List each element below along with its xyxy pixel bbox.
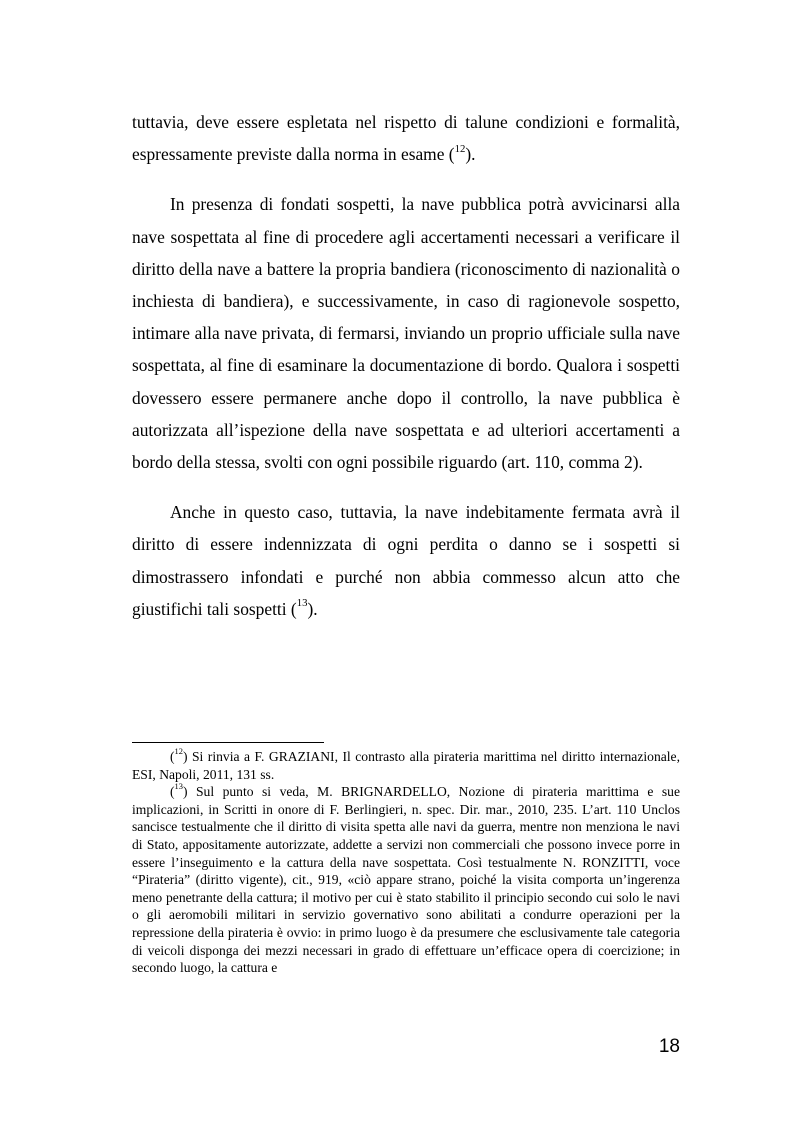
paragraph-3-text: Anche in questo caso, tuttavia, la nave indebitamente fermata avrà il diritto di essere indennizzata di ogni perdita o danno se i sospetti si dimostrassero infondati e purché non abbia commesso alcun atto che giustifichi tali sospetti (	[132, 502, 680, 619]
paragraph-3-tail: ).	[307, 598, 318, 619]
body-text	[132, 106, 680, 643]
paragraph-1	[132, 106, 680, 170]
page-number: 18	[658, 1036, 680, 1057]
footnote-13-text: ) Sul punto si veda, M. BRIGNARDELLO, Nozione di pirateria marittima e sue implicazioni, in Scritti in onore di F. Berlingieri, n. spec. Dir. mar., 2010, 235. L’art. 110 Unclos sancisce testualmente che il diritto di visita spetta alle navi da guerra, mentre non menziona le navi di Stato, appositamente autorizzate, addette a servizi non commerciali che possono invece porre in essere l’inseguimento e la cattura della nave sospettata. Così testualmente N. RONZITTI, voce “Pirateria” (diritto vigente), cit., 919, «ciò appare strano, poiché la visita comporta un’ingerenza meno penetrante della cattura; il motivo per cui è stato stabilito il principio secondo cui solo le navi o gli aeromobili militari in servizio governativo sono abilitati a condurre operazioni per la repressione della pirateria è ovvio: in primo luogo è da presumere che esclusivamente tale categoria di veicoli disponga dei mezzi necessari in grado di effettuare un’efficace opera di coercizione; in secondo luogo, la cattura e	[132, 784, 680, 976]
footnote-12-open: (	[170, 749, 175, 764]
paragraph-1-text: tuttavia, deve essere espletata nel rispetto di talune condizioni e formalità, espressamente previste dalla norma in esame (	[132, 112, 680, 165]
paragraph-3	[132, 496, 680, 625]
footnote-13-open: (	[170, 784, 175, 800]
footnote-ref-12: 12	[454, 142, 466, 155]
paragraph-1-tail: ).	[465, 144, 476, 165]
footnote-12-number: 12	[174, 746, 183, 757]
footnote-separator	[132, 742, 324, 743]
footnote-13	[132, 783, 680, 977]
footnote-ref-13: 13	[296, 597, 308, 610]
paragraph-2: In presenza di fondati sospetti, la nave pubblica potrà avvicinarsi alla nave sospettata al fine di procedere agli accertamenti necessari a verificare il diritto della nave a battere la propria bandiera (riconoscimento di nazionalità o inchiesta di bandiera), e successivamente, in caso di ragionevole sospetto, intimare alla nave privata, di fermarsi, inviando un proprio ufficiale sulla nave sospettata, al fine di esaminare la documentazione di bordo. Qualora i sospetti dovessero essere permanere anche dopo il controllo, la nave pubblica è autorizzata all’ispezione della nave sospettata e ad ulteriori accertamenti a bordo della stessa, svolti con ogni possibile riguardo (art. 110, comma 2).	[132, 194, 680, 473]
footnote-12	[132, 748, 680, 783]
footnote-12-text: ) Si rinvia a F. GRAZIANI, Il contrasto alla pirateria marittima nel diritto internazionale, ESI, Napoli, 2011, 131 ss.	[132, 749, 680, 782]
footnotes	[132, 748, 680, 977]
footnote-13-number: 13	[174, 781, 183, 792]
